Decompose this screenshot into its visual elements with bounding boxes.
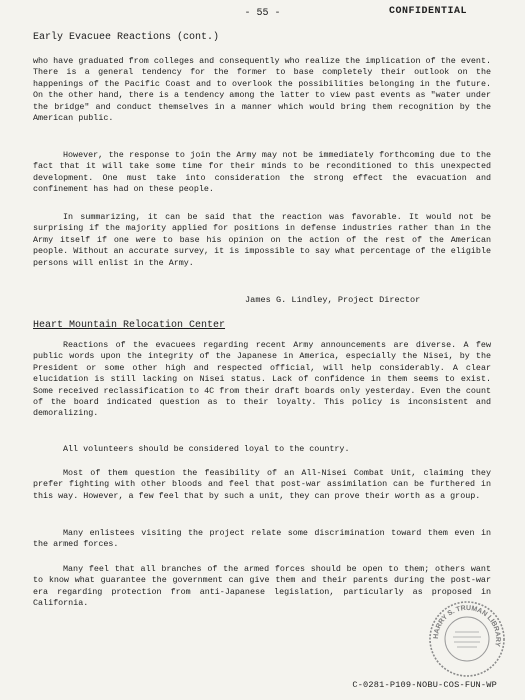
paragraph: Reactions of the evacuees regarding recent Army announcements are diverse. A few public words upon the integrity of the Japanese in America, especially the Nisei, by the President or some other high and respected official, will help considerably. A clear elucidation is still lacking on Nisei status. Lack of confidence in them seems to exist. Some received reclassification to 4C from their draft boards only yesterday. Even the count of the board indicated question as to their loyalty. This policy is inconsistent and demoralizing. [33,340,491,419]
paragraph: who have graduated from colleges and consequently who realize the implication of the event. There is a general tendency for the former to base completely their outlook on the happenings of the Pacific Coast and to overlook the possibilities belonging in the future. On the other hand, there is a tendency among the latter to view past events as "water under the bridge" and conduct themselves in a manner which would bring them recognition by the American public. [33,56,491,124]
paragraph: Many enlistees visiting the project relate some discrimination toward them even in the armed forces. [33,528,491,550]
signature-line: James G. Lindley, Project Director [245,295,421,305]
page-number: - 55 - [244,8,281,19]
stamp-seal-icon [428,600,506,678]
document-code: C-0281-P109-NOBU-COS-FUN-WP [352,680,497,690]
paragraph: All volunteers should be considered loyal to the country. [63,444,350,454]
paragraph: Most of them question the feasibility of an All-Nisei Combat Unit, claiming they prefer fighting with other bloods and feel that post-war assimilation can be furthered in this way. However, a few feel that by such a unit, they can prove their worth as a group. [33,468,491,501]
section-heading-early-evacuee-reactions: Early Evacuee Reactions (cont.) [33,32,220,43]
paragraph: However, the response to join the Army may not be immediately forthcoming due to the fact that it will take some time for their minds to be reconditioned to this unexpected development. One must take into consideration the strong effect the evacuation and confinement has had on these people. [33,150,491,195]
paragraph: Many feel that all branches of the armed forces should be open to them; others want to know what guarantee the government can give them and their parents during the post-war era regarding protection from anti-Japanese legislation, particularly as proposed in California. [33,564,491,609]
paragraph: In summarizing, it can be said that the reaction was favorable. It would not be surprising if the majority applied for positions in defense industries rather than in the Army itself if one were to base his opinion on the action of the rest of the American people. Without an accurate survey, it is impossible to say what percentage of the eligible persons will enlist in the Army. [33,212,491,268]
section-heading-heart-mountain: Heart Mountain Relocation Center [33,320,226,331]
stamp-text: HARRY S. TRUMAN LIBRARY [432,604,502,648]
classification-label: CONFIDENTIAL [388,6,467,17]
library-stamp-seal [428,600,506,678]
